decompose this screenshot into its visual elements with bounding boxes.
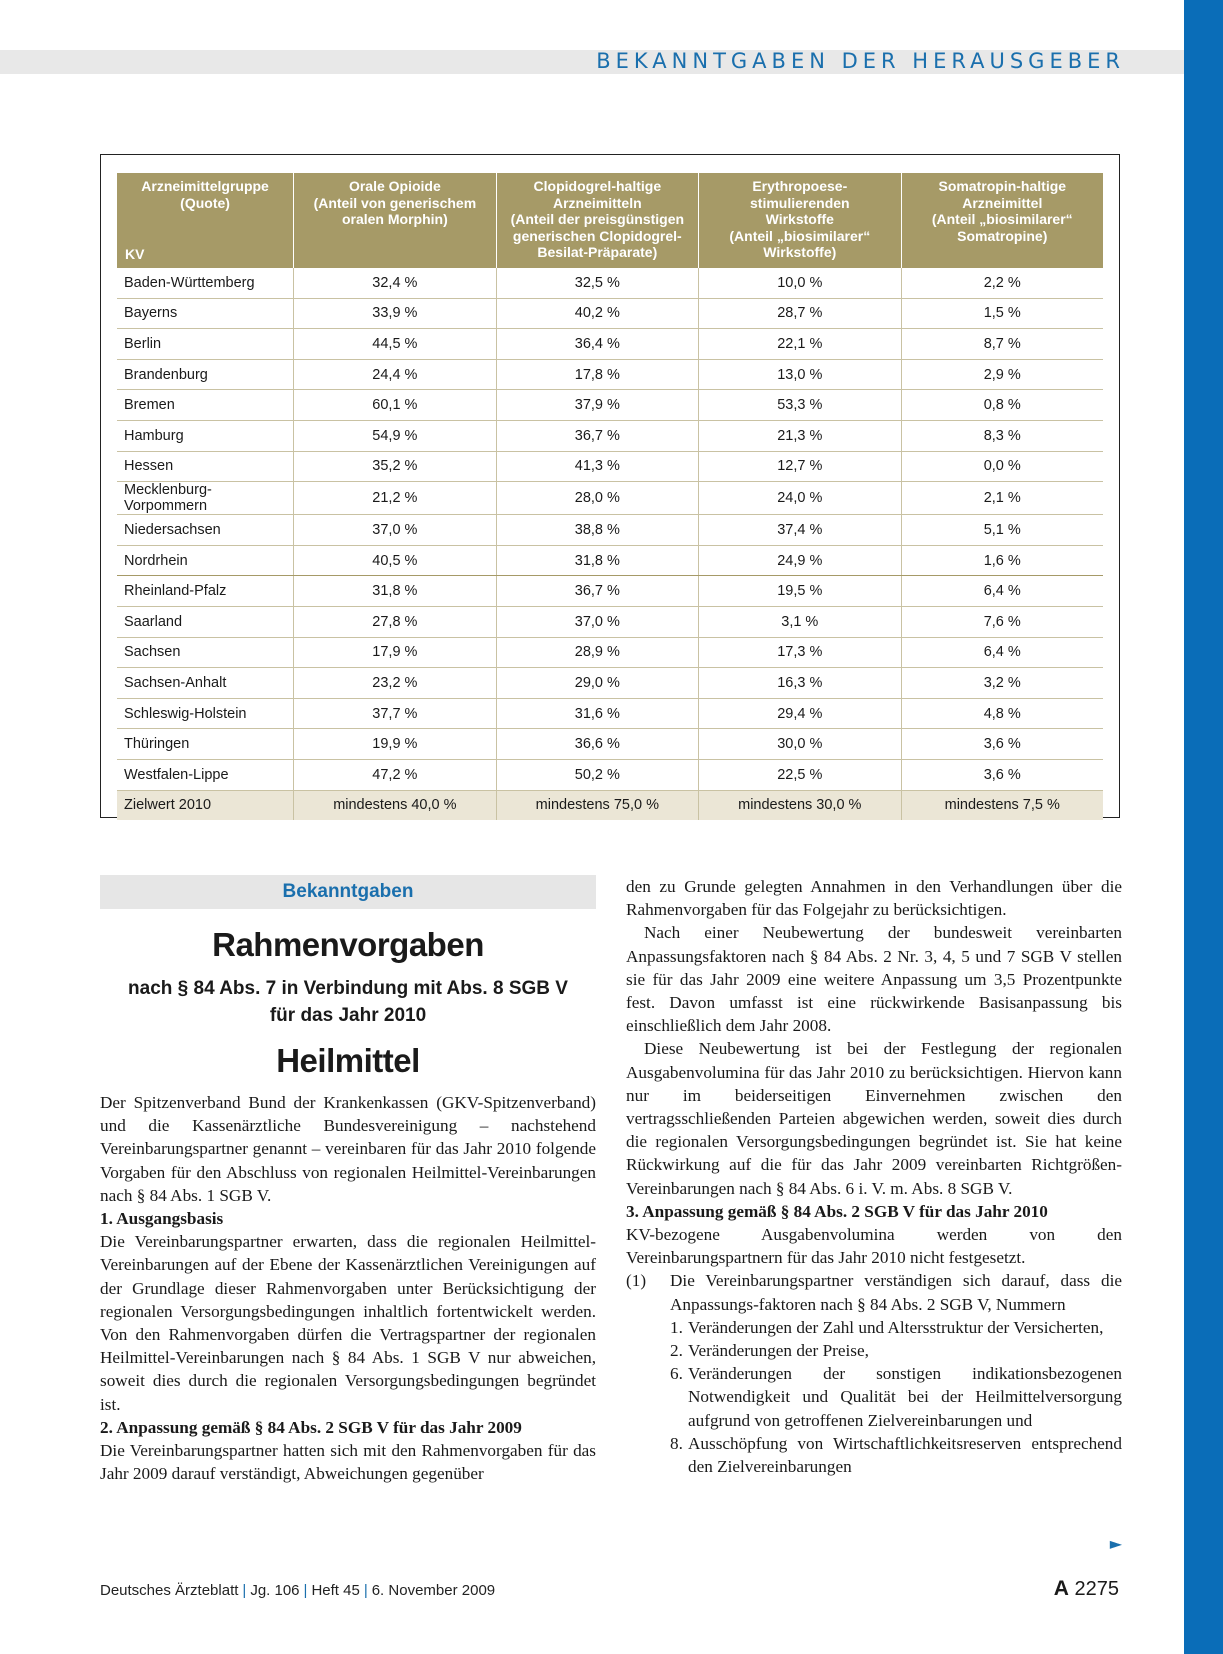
- table-cell-kv: Berlin: [117, 329, 294, 360]
- table-body: [117, 268, 1103, 820]
- table-cell-value: 8,7 %: [901, 329, 1103, 360]
- table-row: [117, 698, 1103, 729]
- table-cell-kv: Mecklenburg-Vorpommern: [117, 482, 294, 515]
- table-cell-value: 4,8 %: [901, 698, 1103, 729]
- right-paragraph-3: Diese Neubewertung ist bei der Festlegung der regionalen Ausgabenvolumina für das Jahr 2010 zu berücksichtigen. Hiervon kann nur im beiderseitigen Einvernehmen zwischen den vertragsschließenden Parteien abgewichen werden, soweit dies durch die regionalen Versorgungsbedingungen begründet ist. Sie hat keine Rückwirkung auf die für das Jahr 2009 vereinbarten Richtgrößen-Vereinbarungen nach § 84 Abs. 6 i. V. m. Abs. 8 SGB V.: [626, 1039, 1122, 1198]
- table-cell-value: 0,8 %: [901, 390, 1103, 421]
- sublist-number: 8.: [670, 1433, 683, 1453]
- table-row: [117, 576, 1103, 607]
- section-3-item: [626, 1269, 1122, 1315]
- target-value: mindestens 30,0 %: [699, 790, 901, 820]
- table-cell-value: 37,0 %: [294, 515, 496, 546]
- item-text: Die Vereinbarungspartner verständigen sich darauf, dass die Anpassungs-faktoren nach § 84 Abs. 2 SGB V, Nummern: [670, 1271, 1122, 1314]
- table-cell-value: 30,0 %: [699, 729, 901, 760]
- section-1-body: Die Vereinbarungspartner erwarten, dass die regionalen Heilmittel-Vereinbarungen auf der Ebene der Kassenärztlichen Vereinigungen auf der Grundlage dieser Rahmenvorgaben unter Berücksichtigung der regionalen Versorgungsbedingungen inhaltlich fortentwickelt werden. Von den Rahmenvorgaben dürfen die Vertragspartner der regionalen Heilmittel-Vereinbarungen nach § 84 Abs. 1 SGB V nur abweichen, soweit dies durch die regionalen Versorgungsbedingungen begründet ist.: [100, 1232, 596, 1414]
- table-row: [117, 606, 1103, 637]
- intro-paragraph: Der Spitzenverband Bund der Krankenkassen (GKV-Spitzenverband) und die Kassenärztliche Bundesvereinigung – nachstehend Vereinbarungspartner genannt – vereinbaren für das Jahr 2010 folgende Vorgaben für den Abschluss von regionalen Heilmittel-Vereinbarungen nach § 84 Abs. 1 SGB V.: [100, 1093, 596, 1205]
- page-number-value: 2275: [1074, 1578, 1119, 1600]
- table-cell-kv: Saarland: [117, 606, 294, 637]
- table-cell-value: 28,9 %: [496, 637, 698, 668]
- table-row: [117, 482, 1103, 515]
- section-3-sublist: [626, 1316, 1122, 1478]
- table-cell-kv: Rheinland-Pfalz: [117, 576, 294, 607]
- header-text: Erythropoese-stimulierenden Wirkstoffe (Anteil „biosimilarer“ Wirkstoffe): [729, 178, 871, 260]
- table-row: [117, 759, 1103, 790]
- section-3-heading: 3. Anpassung gemäß § 84 Abs. 2 SGB V für das Jahr 2010: [626, 1201, 1048, 1221]
- subtitle-line-1: nach § 84 Abs. 7 in Verbindung mit Abs. 8 SGB V: [128, 978, 568, 999]
- table-cell-kv: Westfalen-Lippe: [117, 759, 294, 790]
- table-cell-value: 23,2 %: [294, 668, 496, 699]
- table-cell-value: 19,9 %: [294, 729, 496, 760]
- sublist-text: Veränderungen der sonstigen indikationsbezogenen Notwendigkeit und Qualität bei der Heilmittelversorgung aufgrund von getroffenen Zielvereinbarungen und: [688, 1364, 1122, 1430]
- table-row: [117, 515, 1103, 546]
- table-row: [117, 359, 1103, 390]
- table-cell-kv: Bayerns: [117, 298, 294, 329]
- table-cell-value: 24,0 %: [699, 482, 901, 515]
- table-cell-value: 7,6 %: [901, 606, 1103, 637]
- table-cell-value: 40,5 %: [294, 545, 496, 576]
- table-cell-value: 44,5 %: [294, 329, 496, 360]
- sublist-text: Veränderungen der Preise,: [688, 1341, 869, 1361]
- header-cell-group: [117, 173, 294, 268]
- right-paragraph-2: Nach einer Neubewertung der bundesweit vereinbarten Anpassungsfaktoren nach § 84 Abs. 2 Nr. 3, 4, 5 und 7 SGB V stellen sie für das Jahr 2009 eine weitere Anpassung um 3,5 Prozentpunkte fest. Davon umfasst ist eine rückwirkende Basisanpassung bis einschließlich dem Jahr 2008.: [626, 923, 1122, 1036]
- target-label: Zielwert 2010: [117, 790, 294, 820]
- header-text: Clopidogrel-haltige Arzneimitteln (Anteil der preisgünstigen generischen Clopidogrel- Besilat-Präparate): [510, 178, 685, 260]
- sublist-number: 6.: [670, 1364, 683, 1384]
- table-header-row: [117, 173, 1103, 268]
- table-cell-value: 36,4 %: [496, 329, 698, 360]
- table-cell-value: 53,3 %: [699, 390, 901, 421]
- table-cell-value: 31,8 %: [294, 576, 496, 607]
- header-cell-somatropin: [901, 173, 1103, 268]
- subtitle-line-2: für das Jahr 2010: [269, 1005, 427, 1026]
- table-cell-value: 10,0 %: [699, 268, 901, 298]
- table-cell-value: 38,8 %: [496, 515, 698, 546]
- page-number: [1054, 1577, 1119, 1601]
- header-cell-opioide: [294, 173, 496, 268]
- continue-arrow-icon: ►: [1109, 1533, 1122, 1553]
- table-cell-value: 6,4 %: [901, 637, 1103, 668]
- right-paragraph-1: den zu Grunde gelegten Annahmen in den Verhandlungen über die Rahmenvorgaben für das Folgejahr zu berücksichtigen.: [626, 877, 1122, 920]
- article-title: Rahmenvorgaben: [212, 926, 484, 963]
- table-cell-value: 3,6 %: [901, 729, 1103, 760]
- table-cell-value: 5,1 %: [901, 515, 1103, 546]
- divider: |: [303, 1582, 308, 1599]
- table-row: [117, 268, 1103, 298]
- header-group-quota: (Quote): [180, 194, 230, 211]
- table-cell-kv: Thüringen: [117, 729, 294, 760]
- divider: |: [363, 1582, 368, 1599]
- header-group-label: Arzneimittelgruppe: [141, 178, 269, 194]
- table-cell-value: 3,2 %: [901, 668, 1103, 699]
- table-cell-kv: Hamburg: [117, 420, 294, 451]
- table-cell-value: 3,1 %: [699, 606, 901, 637]
- table-row: [117, 729, 1103, 760]
- table-cell-value: 2,9 %: [901, 359, 1103, 390]
- table-cell-value: 1,6 %: [901, 545, 1103, 576]
- table-cell-value: 37,7 %: [294, 698, 496, 729]
- table-cell-kv: Sachsen: [117, 637, 294, 668]
- sublist-item: [670, 1316, 1122, 1339]
- table-cell-value: 2,2 %: [901, 268, 1103, 298]
- table-cell-value: 29,4 %: [699, 698, 901, 729]
- kicker-bar: Bekanntgaben: [100, 875, 596, 909]
- target-value: mindestens 75,0 %: [496, 790, 698, 820]
- table-cell-value: 32,4 %: [294, 268, 496, 298]
- sublist-item: [670, 1432, 1122, 1478]
- header-cell-clopidogrel: [496, 173, 698, 268]
- section-label: BEKANNTGABEN DER HERAUSGEBER: [596, 49, 1125, 73]
- footer: [100, 1582, 495, 1599]
- table-cell-value: 47,2 %: [294, 759, 496, 790]
- table-cell-kv: Bremen: [117, 390, 294, 421]
- table-cell-value: 29,0 %: [496, 668, 698, 699]
- table-cell-value: 28,7 %: [699, 298, 901, 329]
- table-cell-value: 1,5 %: [901, 298, 1103, 329]
- table-cell-value: 17,3 %: [699, 637, 901, 668]
- table-cell-value: 8,3 %: [901, 420, 1103, 451]
- sublist-number: 2.: [670, 1341, 683, 1361]
- table-cell-value: 21,2 %: [294, 482, 496, 515]
- table-cell-value: 27,8 %: [294, 606, 496, 637]
- sublist-text: Ausschöpfung von Wirtschaftlichkeitsreserven entsprechend den Zielvereinbarungen: [688, 1433, 1122, 1477]
- table-cell-value: 40,2 %: [496, 298, 698, 329]
- table-row: [117, 637, 1103, 668]
- table-cell-value: 54,9 %: [294, 420, 496, 451]
- sublist-number: 1.: [670, 1317, 683, 1337]
- table-row: [117, 329, 1103, 360]
- target-value: mindestens 40,0 %: [294, 790, 496, 820]
- page-prefix: A: [1053, 1577, 1069, 1600]
- table-cell-value: 50,2 %: [496, 759, 698, 790]
- table-cell-kv: Niedersachsen: [117, 515, 294, 546]
- table-row: [117, 420, 1103, 451]
- sublist-text: Veränderungen der Zahl und Altersstruktur der Versicherten,: [688, 1317, 1104, 1337]
- header-kv-label: KV: [125, 245, 145, 262]
- table-cell-kv: Sachsen-Anhalt: [117, 668, 294, 699]
- table-cell-value: 24,9 %: [699, 545, 901, 576]
- table-cell-kv: Hessen: [117, 451, 294, 482]
- target-value: mindestens 7,5 %: [901, 790, 1103, 820]
- table-cell-value: 16,3 %: [699, 668, 901, 699]
- table-row: [117, 298, 1103, 329]
- header-text: Orale Opioide (Anteil von generischem oralen Morphin): [313, 178, 477, 227]
- side-color-bar: [1184, 0, 1223, 1654]
- table-cell-value: 22,1 %: [699, 329, 901, 360]
- table-cell-value: 31,6 %: [496, 698, 698, 729]
- table-cell-kv: Baden-Württemberg: [117, 268, 294, 298]
- header-cell-erythropoese: [699, 173, 901, 268]
- table-cell-kv: Nordrhein: [117, 545, 294, 576]
- table-cell-value: 13,0 %: [699, 359, 901, 390]
- section-2-heading: 2. Anpassung gemäß § 84 Abs. 2 SGB V für das Jahr 2009: [100, 1417, 522, 1437]
- table-cell-value: 3,6 %: [901, 759, 1103, 790]
- article-left-column: [100, 875, 596, 1485]
- table-cell-value: 6,4 %: [901, 576, 1103, 607]
- quota-table: [117, 173, 1103, 820]
- journal-issue: Heft 45: [311, 1582, 360, 1599]
- section-2-body: Die Vereinbarungspartner hatten sich mit den Rahmenvorgaben für das Jahr 2009 darauf verständigt, Abweichungen gegenüber: [100, 1441, 596, 1484]
- table-cell-value: 37,4 %: [699, 515, 901, 546]
- table-cell-value: 33,9 %: [294, 298, 496, 329]
- journal-date: 6. November 2009: [371, 1582, 496, 1599]
- divider: |: [242, 1582, 247, 1599]
- header-text: Somatropin-haltige Arzneimittel (Anteil „biosimilarer“ Somatropine): [931, 178, 1073, 244]
- table-cell-value: 12,7 %: [699, 451, 901, 482]
- table-cell-value: 36,7 %: [496, 576, 698, 607]
- table-cell-value: 17,8 %: [496, 359, 698, 390]
- table-cell-kv: Schleswig-Holstein: [117, 698, 294, 729]
- article-subtitle: [100, 975, 596, 1029]
- table-cell-value: 41,3 %: [496, 451, 698, 482]
- table-cell-value: 17,9 %: [294, 637, 496, 668]
- table-cell-value: 21,3 %: [699, 420, 901, 451]
- table-cell-value: 36,6 %: [496, 729, 698, 760]
- article-topic: Heilmittel: [276, 1042, 420, 1079]
- section-3-body: KV-bezogene Ausgabenvolumina werden von den Vereinbarungspartnern für das Jahr 2010 nicht festgesetzt.: [626, 1225, 1122, 1268]
- table-row: [117, 545, 1103, 576]
- article-right-column: [626, 875, 1122, 1555]
- table-cell-value: 22,5 %: [699, 759, 901, 790]
- journal-volume: Jg. 106: [250, 1582, 300, 1599]
- table-row: [117, 451, 1103, 482]
- journal-name: Deutsches Ärzteblatt: [100, 1582, 239, 1599]
- table-cell-value: 0,0 %: [901, 451, 1103, 482]
- sublist-item: [670, 1362, 1122, 1432]
- table-row-target: [117, 790, 1103, 820]
- table-cell-value: 19,5 %: [699, 576, 901, 607]
- table-cell-value: 35,2 %: [294, 451, 496, 482]
- table-cell-value: 24,4 %: [294, 359, 496, 390]
- table-cell-value: 28,0 %: [496, 482, 698, 515]
- table-cell-value: 60,1 %: [294, 390, 496, 421]
- table-cell-value: 36,7 %: [496, 420, 698, 451]
- table-row: [117, 390, 1103, 421]
- table-cell-value: 37,9 %: [496, 390, 698, 421]
- section-1-heading: 1. Ausgangsbasis: [100, 1209, 224, 1229]
- sublist-item: [670, 1339, 1122, 1362]
- table-row: [117, 668, 1103, 699]
- table-cell-value: 2,1 %: [901, 482, 1103, 515]
- table-cell-kv: Brandenburg: [117, 359, 294, 390]
- item-number: (1): [626, 1271, 647, 1291]
- table-cell-value: 31,8 %: [496, 545, 698, 576]
- table-cell-value: 37,0 %: [496, 606, 698, 637]
- table-cell-value: 32,5 %: [496, 268, 698, 298]
